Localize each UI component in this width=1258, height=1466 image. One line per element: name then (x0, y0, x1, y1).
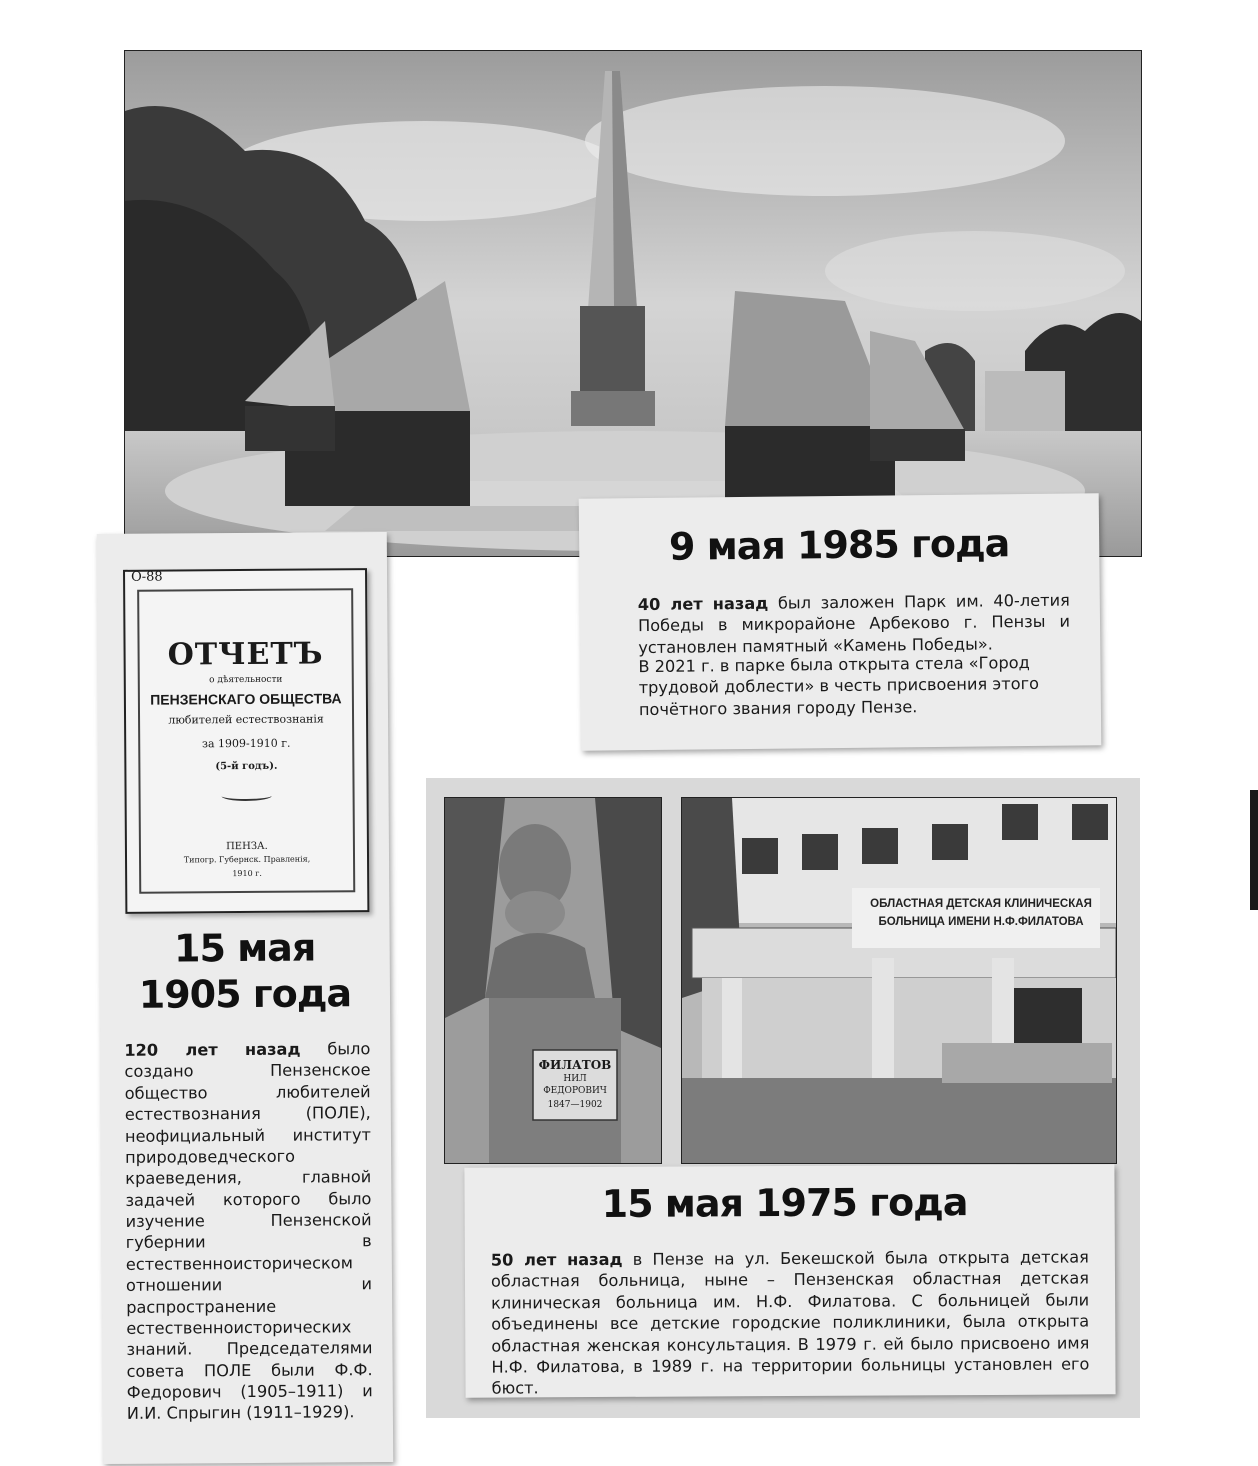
date-heading-1905-line2: 1905 года (138, 971, 352, 1017)
plaque-patronymic: ФЕДОРОВИЧ (543, 1086, 607, 1096)
book-city: ПЕНЗА. (226, 840, 268, 853)
book-org2: любителей естествознанія (168, 712, 324, 727)
book-edition: (5-й годъ). (215, 760, 278, 773)
note-1975 (464, 1164, 1115, 1397)
book-printer: Типогр. Губернск. Правленія, (183, 854, 311, 865)
plaque-first: НИЛ (563, 1074, 587, 1084)
hospital-photo (681, 797, 1117, 1164)
text-1985 (638, 590, 1071, 659)
book-corner-note: О-88 (131, 569, 163, 585)
date-heading-1905-line1: 15 мая (173, 925, 316, 971)
date-heading-1985: 9 мая 1985 года (668, 521, 1010, 569)
text-1975 (491, 1246, 1090, 1399)
lead-1975: 50 лет назад (490, 1249, 623, 1270)
note-1985 (579, 493, 1102, 750)
memorial-photo (124, 50, 1142, 557)
page-edge-stripe (1250, 790, 1258, 910)
text-1985-b: В 2021 г. в парке была открыта стела «Город трудовой доблести» в честь присвоения этого почётного звания городу Пензе. (638, 653, 1040, 719)
plaque-years: 1847—1902 (547, 1100, 603, 1110)
text-1905 (124, 1038, 373, 1424)
body-1905: было создано Пензенское общество любителей естествознания (ПОЛЕ), неофициальный институт природоведческого краеведения, главной задачей которого было изучение Пензенской губернии в естественноисторическом отношении и распространение естественноисторических знаний. Председателями совета ПОЛЕ были Ф.Ф. Федорович (1905–1911) и И.И. Спрыгин (1911–1929). (124, 1039, 373, 1424)
note-1905 (97, 532, 393, 1464)
lead-1985: 40 лет назад (637, 593, 769, 615)
book-title: ОТЧЕТЪ (167, 636, 324, 673)
book-years: за 1909-1910 г. (201, 736, 291, 751)
bust-photo (444, 797, 662, 1164)
plaque-name: ФИЛАТОВ (538, 1058, 612, 1072)
date-heading-1975: 15 мая 1975 года (601, 1180, 968, 1226)
book-cover (123, 568, 369, 914)
hospital-sign-line2: БОЛЬНИЦА ИМЕНИ Н.Ф.ФИЛАТОВА (878, 916, 1084, 928)
book-org: ПЕНЗЕНСКАГО ОБЩЕСТВА (150, 690, 342, 708)
book-year: 1910 г. (232, 868, 262, 879)
book-subtitle: о дѣятельности (209, 674, 283, 686)
lead-1905: 120 лет назад (124, 1039, 301, 1060)
body-1985: был заложен Парк им. 40-летия Победы в микрорайоне Арбеково г. Пензы и установлен памятный «Камень Победы». (637, 590, 1071, 657)
body-1975: в Пензе на ул. Бекешской была открыта детская областная больница, ныне – Пензенская областная детская клиническая больница им. Н.Ф. Филатова. С больницей были объединены все детские городские поликлиники, была открыта областная женская консультация. В 1979 г. ей было присвоено имя Н.Ф. Филатова, в 1989 г. на территории больницы установлен его бюст. (490, 1247, 1090, 1398)
hospital-sign-line1: ОБЛАСТНАЯ ДЕТСКАЯ КЛИНИЧЕСКАЯ (870, 898, 1092, 910)
